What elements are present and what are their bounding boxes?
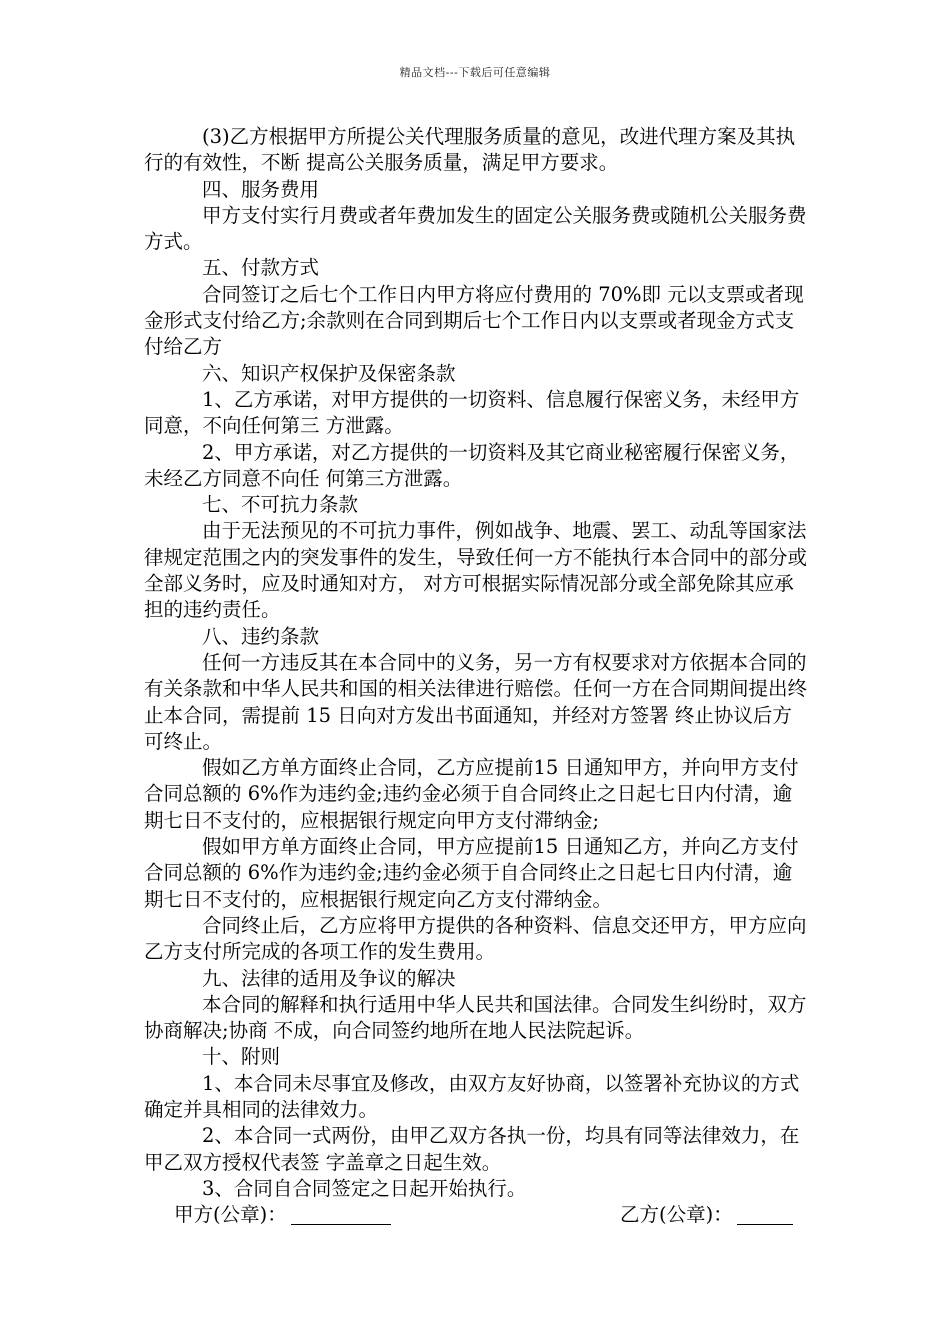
section-heading-ip-confidentiality: 六、知识产权保护及保密条款	[202, 361, 456, 385]
paragraph-supplementary-1: 1、本合同未尽事宜及修改，由双方友好协商，以签署补充协议的方式确定并具相同的法律效力。	[144, 1071, 800, 1121]
paragraph-supplementary-2: 2、本合同一式两份，由甲乙双方各执一份，均具有同等法律效力，在甲乙双方授权代表签 字盖章之日起生效。	[144, 1124, 800, 1174]
paragraph-payment: 合同签订之后七个工作日内甲方将应付费用的 70%即 元以支票或者现金形式支付给乙方;余款则在合同到期后七个工作日内以支票或者现金方式支付给乙方	[144, 282, 804, 359]
paragraph-breach-party-b: 假如乙方单方面终止合同，乙方应提前15 日通知甲方，并向甲方支付合同总额的 6%作为违约金;违约金必须于自合同终止之日起七日内付清，逾期七日不支付的，应根据银行规定向甲方支付滞纳金;	[144, 756, 799, 832]
section-heading-payment: 五、付款方式	[202, 256, 320, 280]
paragraph-breach-party-a: 假如甲方单方面终止合同，甲方应提前15 日通知乙方，并向乙方支付合同总额的 6%作为违约金;违约金必须于自合同终止之日起七日内付清，逾期七日不支付的，应根据银行规定向乙方支付滞纳金。	[144, 835, 799, 911]
section-heading-supplementary: 十、附则	[202, 1045, 281, 1069]
signature-row	[144, 1202, 810, 1229]
paragraph-law: 本合同的解释和执行适用中华人民共和国法律。合同发生纠纷时，双方协商解决;协商 不成，向合同签约地所在地人民法院起诉。	[144, 992, 807, 1043]
document-body	[144, 124, 810, 1229]
section-heading-breach: 八、违约条款	[202, 624, 320, 648]
party-b-label: 乙方(公章)：	[620, 1203, 733, 1227]
page-header: 精品文档---下载后可任意编辑	[399, 66, 551, 79]
section-heading-force-majeure: 七、不可抗力条款	[202, 493, 359, 517]
paragraph-supplementary-3: 3、合同自合同签定之日起开始执行。	[202, 1176, 527, 1200]
paragraph-breach-general: 任何一方违反其在本合同中的义务，另一方有权要求对方依据本合同的有关条款和中华人民共和国的相关法律进行赔偿。任何一方在合同期间提出终止本合同，需提前 15 日向对方发出书面通知，并经对方签署 终止协议后方可终止。	[144, 650, 808, 753]
party-a-signature-blank[interactable]	[291, 1204, 391, 1225]
party-a-label: 甲方(公章)：	[174, 1203, 287, 1227]
paragraph-termination: 合同终止后，乙方应将甲方提供的各种资料、信息交还甲方，甲方应向乙方支付所完成的各项工作的发生费用。	[144, 913, 807, 964]
paragraph-service-improvement: (3)乙方根据甲方所提公关代理服务质量的意见，改进代理方案及其执行的有效性，不断 提高公关服务质量，满足甲方要求。	[144, 125, 796, 175]
paragraph-confidentiality-a: 2、甲方承诺，对乙方提供的一切资料及其它商业秘密履行保密义务，未经乙方同意不向任 何第三方泄露。	[144, 440, 800, 490]
party-a-signature	[174, 1202, 391, 1228]
paragraph-force-majeure: 由于无法预见的不可抗力事件，例如战争、地震、罢工、动乱等国家法律规定范围之内的突发事件的发生，导致任何一方不能执行本合同中的部分或全部义务时，应及时通知对方， 对方可根据实际情况部分或全部免除其应承担的违约责任。	[144, 519, 808, 622]
section-heading-law: 九、法律的适用及争议的解决	[202, 966, 456, 990]
paragraph-service-fee: 甲方支付实行月费或者年费加发生的固定公关服务费或随机公关服务费方式。	[144, 203, 807, 254]
paragraph-confidentiality-b: 1、乙方承诺，对甲方提供的一切资料、信息履行保密义务，未经甲方同意，不向任何第三 方泄露。	[144, 387, 800, 438]
section-heading-service-fee: 四、服务费用	[202, 177, 320, 201]
party-b-signature	[620, 1202, 793, 1228]
party-b-signature-blank[interactable]	[737, 1204, 793, 1225]
